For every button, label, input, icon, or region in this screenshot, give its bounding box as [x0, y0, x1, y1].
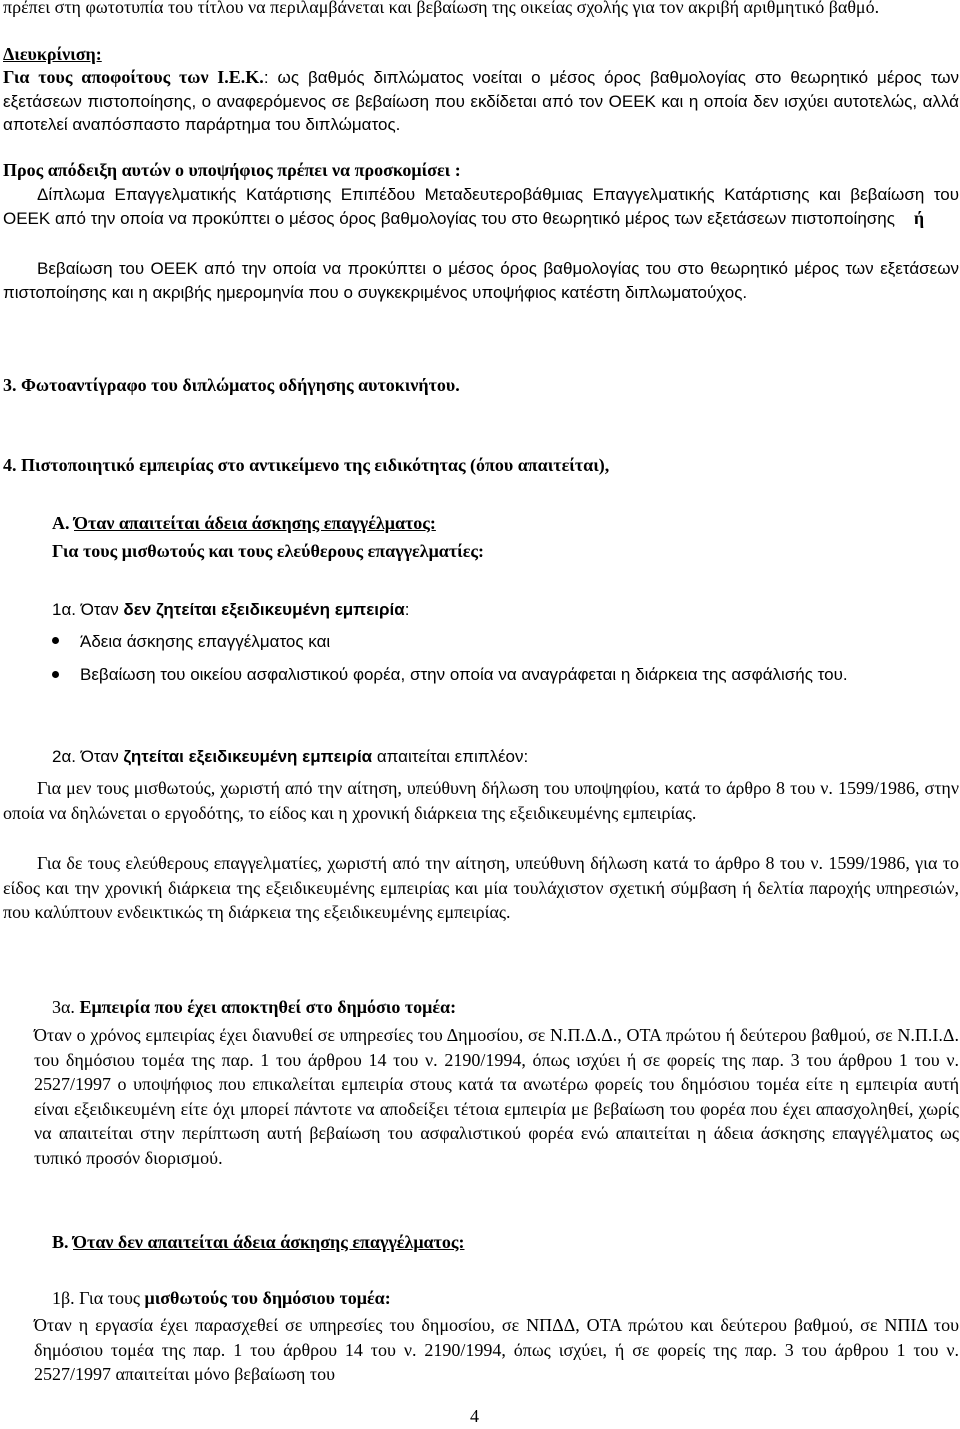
- bullet-text-2: Βεβαίωση του οικείου ασφαλιστικού φορέα, στην οποία να αναγράφεται η διάρκεια της ασφάλισής του.: [80, 665, 848, 684]
- clarification-lead: Για τους αποφοίτους των Ι.Ε.Κ.: [3, 67, 264, 87]
- item-2a-heading: [52, 745, 959, 769]
- clarification-paragraph: [3, 66, 959, 137]
- item-2a-paragraph-2: Για δε τους ελεύθερους επαγγελματίες, χωριστή από την αίτηση, υπεύθυνη δήλωση κατά το άρθρο 8 του ν. 1599/1986, για το είδος και την χρονική διάρκεια της εξειδικευμένης εμπειρίας και μία τουλάχιστον σχετική σύμβαση ή δελτία παροχής υπηρεσιών, που καλύπτουν ενδεικτικώς τη διάρκεια της εξειδικευμένης εμπειρίας.: [3, 853, 959, 922]
- item-1b-paragraph: Όταν η εργασία έχει παρασχεθεί σε υπηρεσίες του δημοσίου, σε ΝΠΔΔ, ΟΤΑ πρώτου και δεύτερου βαθμού, σε ΝΠΙΔ του δημόσιου τομέα της παρ. 1 του άρθρου 14 του ν. 2190/1994, όπως ισχύει, ή σε φορείς της παρ. 3 του άρθρου 1 του ν. 2527/1997 απαιτείται μόνο βεβαίωση του: [34, 1315, 959, 1384]
- clarification-heading: Διευκρίνιση:: [3, 44, 102, 64]
- proof-option-2: Βεβαίωση του ΟΕΕΚ από την οποία να προκύπτει ο μέσος όρος βαθμολογίας του στο θεωρητικό μέρος των εξετάσεων πιστοποίησης και η ακριβής ημερομηνία που ο συγκεκριμένος υποψήφιος κατέστη διπλωματούχος.: [3, 259, 959, 302]
- item-1b-bold: μισθωτούς του δημόσιου τομέα:: [144, 1288, 391, 1308]
- item-3a-bold: Εμπειρία που έχει αποκτηθεί στο δημόσιο τομέα:: [79, 997, 457, 1017]
- item-3-heading: 3. Φωτοαντίγραφο του διπλώματος οδήγησης αυτοκινήτου.: [3, 375, 460, 395]
- section-a-label: Α.: [52, 513, 70, 533]
- item-2a-bold: ζητείται εξειδικευμένη εμπειρία: [123, 747, 373, 766]
- item-1b-heading: [52, 1287, 959, 1311]
- item-1b-prefix: 1β. Για τους: [52, 1288, 145, 1308]
- proof-option-1-text: Δίπλωμα Επαγγελματικής Κατάρτισης Επιπέδου Μεταδευτεροβάθμιας Επαγγελματικής Κατάρτισης και βεβαίωση του ΟΕΕΚ από την οποία να προκύπτει ο μέσος όρος βαθμολογίας του στο θεωρητικό μέρος των εξετάσεων πιστοποίησης: [3, 185, 959, 228]
- item-2a-suffix: απαιτείται επιπλέον:: [372, 747, 529, 766]
- section-a-title: [52, 512, 959, 536]
- bullet-text: Άδεια άσκησης επαγγέλματος και: [80, 632, 331, 651]
- section-a-subtitle: Για τους μισθωτούς και τους ελεύθερους επαγγελματίες:: [52, 541, 484, 561]
- section-a-title-text: Όταν απαιτείται άδεια άσκησης επαγγέλματος:: [74, 513, 436, 533]
- proof-heading: Προς απόδειξη αυτών ο υποψήφιος πρέπει να προσκομίσει :: [3, 160, 461, 180]
- item-2a-prefix: 2α. Όταν: [52, 747, 124, 766]
- section-b-title-text: Όταν δεν απαιτείται άδεια άσκησης επαγγέλματος:: [73, 1232, 465, 1252]
- item-1a-prefix: 1α. Όταν: [52, 600, 124, 619]
- page-number: 4: [470, 1406, 479, 1426]
- item-3a-paragraph: Όταν ο χρόνος εμπειρίας έχει διανυθεί σε υπηρεσίες του Δημοσίου, σε Ν.Π.Δ.Δ., ΟΤΑ πρώτου ή δεύτερου βαθμού, σε Ν.Π.Ι.Δ. του δημόσιου τομέα της παρ. 1 του άρθρου 14 του ν. 2190/1994, όπως ισχύει ή σε φορείς της παρ. 3 του άρθρου 1 του ν. 2527/1997 ο υποψήφιος που επικαλείται εμπειρία στους κατά τα ανωτέρω φορείς του δημόσιου τομέα είτε η εμπειρία αυτή είναι εξειδικευμένη είτε όχι μπορεί πάντοτε να αποδείξει τέτοια εμπειρία με βεβαίωση του φορέα που έχει απασχοληθεί, χωρίς να απαιτείται στην περίπτωση αυτή βεβαίωση του ασφαλιστικού φορέα ενώ απαιτείται η άδεια άσκησης επαγγέλματος ως τυπικό προσόν διορισμού.: [34, 1025, 959, 1168]
- section-b-title: [52, 1231, 959, 1255]
- proof-or: ή: [913, 207, 925, 228]
- intro-paragraph: πρέπει στη φωτοτυπία του τίτλου να περιλαμβάνεται και βεβαίωση της οικείας σχολής για τον ακριβή αριθμητικό βαθμό.: [3, 0, 880, 17]
- item-2a-paragraph-1: Για μεν τους μισθωτούς, χωριστή από την αίτηση, υπεύθυνη δήλωση του υποψηφίου, κατά το άρθρο 8 του ν. 1599/1986, στην οποία να δηλώνεται ο εργοδότης, το είδος και η χρονική διάρκεια της εξειδικευμένης εμπειρίας.: [3, 778, 959, 823]
- item-1a-suffix: :: [404, 600, 410, 619]
- section-b-label: Β.: [52, 1232, 69, 1252]
- item-4-heading: 4. Πιστοποιητικό εμπειρίας στο αντικείμενο της ειδικότητας (όπου απαιτείται),: [3, 455, 610, 475]
- proof-option-1: [3, 183, 959, 230]
- item-1a-bold: δεν ζητείται εξειδικευμένη εμπειρία: [123, 600, 405, 619]
- item-1a-heading: [52, 598, 959, 622]
- clarification-text: : ως βαθμός διπλώματος νοείται ο μέσος όρος βαθμολογίας στο θεωρητικό μέρος των εξετάσεων πιστοποίησης, ο αναφερόμενος σε βεβαίωση που εκδίδεται από τον ΟΕΕΚ και η οποία δεν ισχύει αυτοτελώς, αλλά αποτελεί αναπόσπαστο παράρτημα του διπλώματος.: [3, 68, 959, 135]
- item-3a-heading: [52, 996, 959, 1020]
- bullet-icon: [52, 637, 62, 647]
- item-3a-prefix: 3α.: [52, 997, 80, 1017]
